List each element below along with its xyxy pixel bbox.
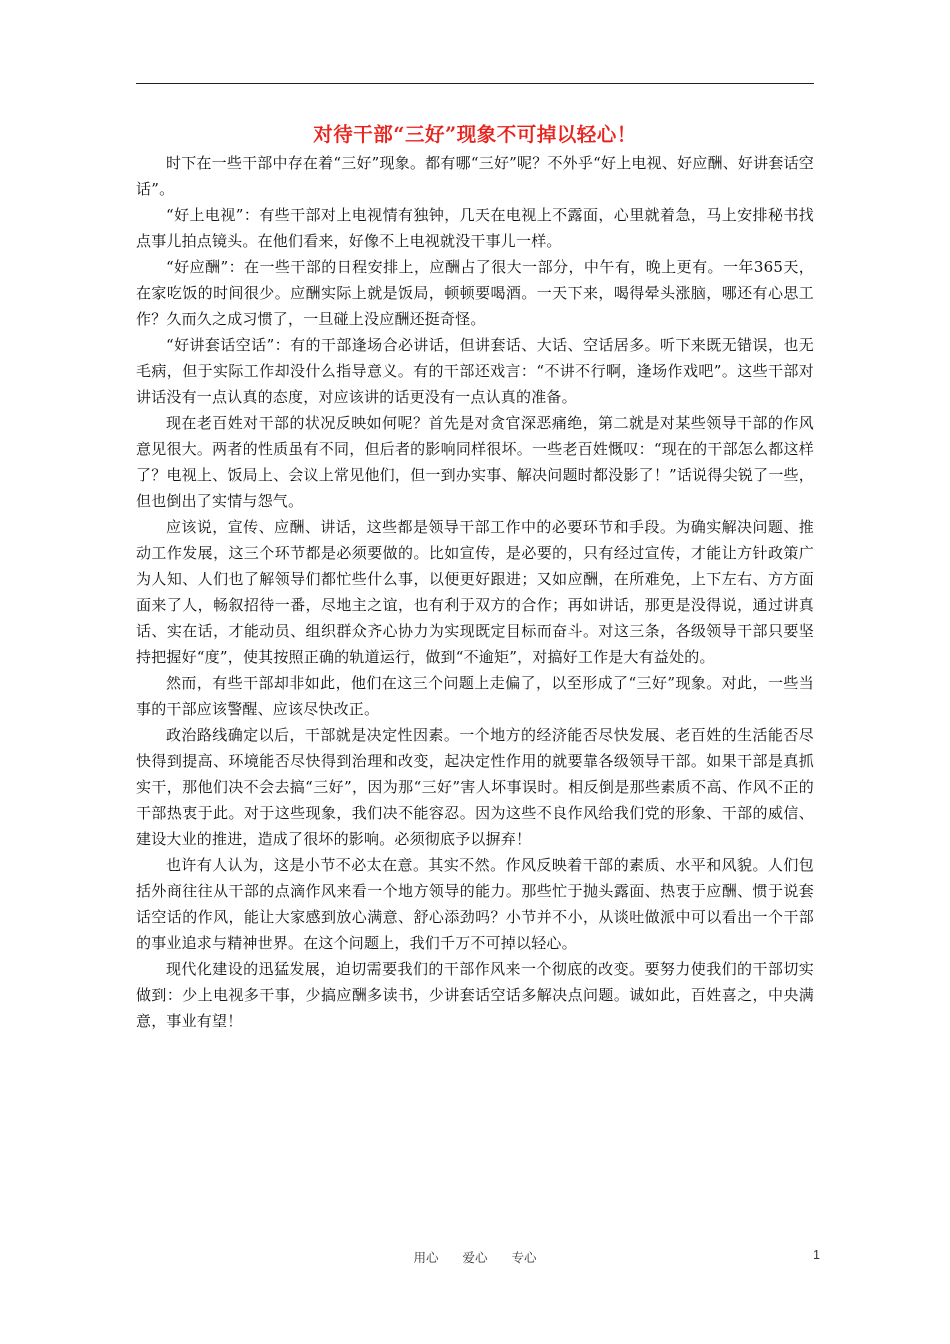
- paragraph-7: 然而，有些干部却非如此，他们在这三个问题上走偏了，以至形成了“三好”现象。对此，一些当事的干部应该警醒、应该尽快改正。: [136, 674, 814, 718]
- paragraph-5: 现在老百姓对干部的状况反映如何呢？首先是对贪官深恶痛绝，第二就是对某些领导干部的作风意见很大。两者的性质虽有不同，但后者的影响同样很坏。一些老百姓慨叹：“现在的干部怎么都这样了？电视上、饭局上、会议上常见他们，但一到办实事、解决问题时都没影了！”话说得尖锐了一些，但也倒出了实情与怨气。: [136, 414, 814, 510]
- paragraph-2: “好上电视”：有些干部对上电视情有独钟，几天在电视上不露面，心里就着急，马上安排秘书找点事儿拍点镜头。在他们看来，好像不上电视就没干事儿一样。: [136, 206, 814, 250]
- page-number: 1: [813, 1248, 820, 1262]
- footer-word-1: 用心: [413, 1250, 439, 1265]
- footer-word-3: 专心: [511, 1250, 537, 1265]
- paragraph-1: 时下在一些干部中存在着“三好”现象。都有哪“三好”呢？不外乎“好上电视、好应酬、好讲套话空话”。: [136, 154, 814, 198]
- paragraph-8: 政治路线确定以后，干部就是决定性因素。一个地方的经济能否尽快发展、老百姓的生活能否尽快得到提高、环境能否尽快得到治理和改变，起决定性作用的就要靠各级领导干部。如果干部是真抓实干，那他们决不会去搞“三好”，因为那“三好”害人坏事误时。相反倒是那些素质不高、作风不正的干部热衷于此。对于这些现象，我们决不能容忍。因为这些不良作风给我们党的形象、干部的威信、建设大业的推进，造成了很坏的影响。必须彻底予以摒弃！: [136, 726, 814, 848]
- header-rule: [136, 83, 814, 84]
- paragraph-10: 现代化建设的迅猛发展，迫切需要我们的干部作风来一个彻底的改变。要努力使我们的干部切实做到：少上电视多干事，少搞应酬多读书，少讲套话空话多解决点问题。诚如此，百姓喜之，中央满意，事业有望！: [136, 960, 814, 1030]
- paragraph-6: 应该说，宣传、应酬、讲话，这些都是领导干部工作中的必要环节和手段。为确实解决问题、推动工作发展，这三个环节都是必须要做的。比如宣传，是必要的，只有经过宣传，才能让方针政策广为人知、人们也了解领导们都忙些什么事，以便更好跟进；又如应酬，在所难免，上下左右、方方面面来了人，畅叙招待一番，尽地主之谊，也有利于双方的合作；再如讲话，那更是没得说，通过讲真话、实在话，才能动员、组织群众齐心协力为实现既定目标而奋斗。对这三条，各级领导干部只要坚持把握好“度”，使其按照正确的轨道运行，做到“不逾矩”，对搞好工作是大有益处的。: [136, 518, 814, 666]
- article-body: [136, 150, 814, 1034]
- document-title: 对待干部“三好”现象不可掉以轻心！: [313, 123, 637, 146]
- paragraph-9: 也许有人认为，这是小节不必太在意。其实不然。作风反映着干部的素质、水平和风貌。人们包括外商往往从干部的点滴作风来看一个地方领导的能力。那些忙于抛头露面、热衷于应酬、惯于说套话空话的作风，能让大家感到放心满意、舒心添劲吗？小节并不小，从谈吐做派中可以看出一个干部的事业追求与精神世界。在这个问题上，我们千万不可掉以轻心。: [136, 856, 814, 952]
- paragraph-4: “好讲套话空话”：有的干部逢场合必讲话，但讲套话、大话、空话居多。听下来既无错误，也无毛病，但于实际工作却没什么指导意义。有的干部还戏言：“不讲不行啊，逢场作戏吧”。这些干部对讲话没有一点认真的态度，对应该讲的话更没有一点认真的准备。: [136, 336, 814, 406]
- paragraph-3: “好应酬”：在一些干部的日程安排上，应酬占了很大一部分，中午有，晚上更有。一年365天，在家吃饭的时间很少。应酬实际上就是饭局，顿顿要喝酒。一天下来，喝得晕头涨脑，哪还有心思工作？久而久之成习惯了，一旦碰上没应酬还挺奇怪。: [136, 258, 814, 328]
- footer-word-2: 爱心: [462, 1250, 488, 1265]
